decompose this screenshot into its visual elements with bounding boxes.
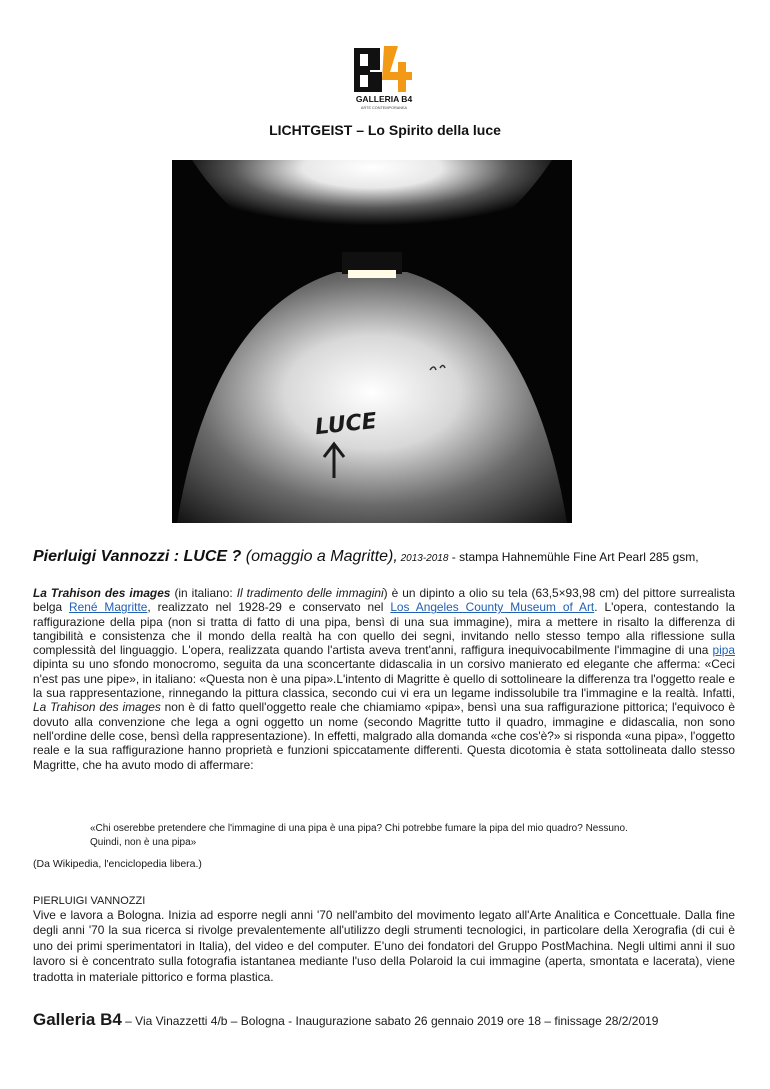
work-title: : LUCE ? <box>169 548 242 565</box>
work-years: 2013-2018 <box>397 553 449 564</box>
galleria-b4-logo <box>340 42 428 110</box>
painting-title: La Trahison des images <box>33 586 171 600</box>
article-text: ) è un dipinto a olio su tela (63,5×93,98 cm) del pittore surrealista belga <box>33 586 735 615</box>
print-spec: stampa Hahnemühle Fine Art Pearl 285 gsm, <box>459 550 699 564</box>
article-text: , realizzato nel 1928-29 e conservato nel <box>147 600 391 615</box>
italian-title: Il tradimento delle immagini <box>236 586 384 600</box>
article-text: . L'opera, contestando la raffigurazione della pipa (non si tratta di fatto di una pipa, bensì di una sua immagine), mira a mettere in risalto la differenza di tangibilità e consistenza che il mondo della realtà ha con quello dei segni, invitando nello stesso tempo alla riflessione sulla complessità del linguaggio. L'opera, realizzata quando l'artista aveva trent'anni, raffigura inequivocabilmente l'immagine di una <box>33 600 736 658</box>
graffiti-text: LUCE <box>313 408 378 441</box>
artwork-photo <box>172 160 572 523</box>
artist-name: Pierluigi Vannozzi <box>33 548 170 565</box>
caption-dash: - <box>448 550 460 564</box>
bio-text: Vive e lavora a Bologna. Inizia ad esporre negli anni '70 nell'ambito del movimento legato all'Arte Analitica e Concettuale. Dalla fine degli anni '70 la sua ricerca si rivolge prevalentemente all'utilizzo degli strumenti tecnologici, in particolare della Xerografia (di cui è uno dei primi sperimentatori in Italia), del video e del computer. E'uno dei fondatori del Gruppo PostMachina. Negli ultimi anni il suo lavoro si è concentrato sulla fotografia istantanea mediante l'uso della Polaroid la cui immagine (aperta, smontata e lacerata), viene tradotta in materiale pittorico e forma plastica. <box>33 908 735 984</box>
quote-line: «Chi oserebbe pretendere che l'immagine di una pipa è una pipa? Chi potrebbe fumare la pipa del mio quadro? Nessuno. <box>90 823 628 834</box>
magritte-quote <box>90 822 730 849</box>
page-title: LICHTGEIST – Lo Spirito della luce <box>269 122 501 138</box>
bio-heading: PIERLUIGI VANNOZZI <box>33 895 146 907</box>
article-text: dipinta su uno sfondo monocromo, seguita da una sconcertante didascalia in un corsivo manierato ed elegante che afferma: «Ceci n'est pas une pipe», in italiano: «Questa non è una pipa».L'intento di Magritte è quello di sottolineare la differenza tra l'oggetto reale e la sua rappresentazione, rinnegando la pittura classica, secondo cui vi era un legame indissolubile tra l'immagine e la realtà. Infatti, <box>33 657 735 701</box>
logo-name: GALLERIA B4 <box>355 94 413 104</box>
footer-info: – Via Vinazzetti 4/b – Bologna - Inaugurazione sabato 26 gennaio 2019 ore 18 – finissage 28/2/2019 <box>121 1014 659 1028</box>
link-lacma[interactable]: Los Angeles County Museum of Art <box>390 600 595 615</box>
painting-title-inline: La Trahison des images <box>33 700 161 715</box>
artwork-caption <box>33 548 753 566</box>
source-note: (Da Wikipedia, l'enciclopedia libera.) <box>33 858 202 870</box>
article-text: (in italiano: <box>170 586 237 600</box>
logo-sub: ARTE CONTEMPORANEA <box>360 106 408 110</box>
article-body <box>33 586 735 772</box>
article-text: non è di fatto quell'oggetto reale che chiamiamo «pipa», bensì una sua raffigurazione pittorica; l'equivoco è dovuto alla convenzione che lega a ogni oggetto un nome (secondo Magritte tutto il quadro, immagine e didascalia, non sono nell'ordine delle cose, bensì della rappresentazione). In effetti, malgrado alla domanda «che cos'è?» si risponda «una pipa», l'oggetto reale e la sua raffigurazione hanno proprietà e funzioni spiccatamente differenti. Questa dicotomia è stata sottolineata dallo stesso Magritte, che ha avuto modo di affermare: <box>33 700 735 772</box>
link-pipa[interactable]: pipa <box>712 643 735 658</box>
link-rene-magritte[interactable]: René Magritte <box>69 600 148 615</box>
homage-text: (omaggio a Magritte), <box>241 548 398 565</box>
quote-line: Quindi, non è una pipa» <box>90 836 197 848</box>
footer <box>33 1010 658 1030</box>
footer-gallery: Galleria B4 <box>33 1010 122 1029</box>
